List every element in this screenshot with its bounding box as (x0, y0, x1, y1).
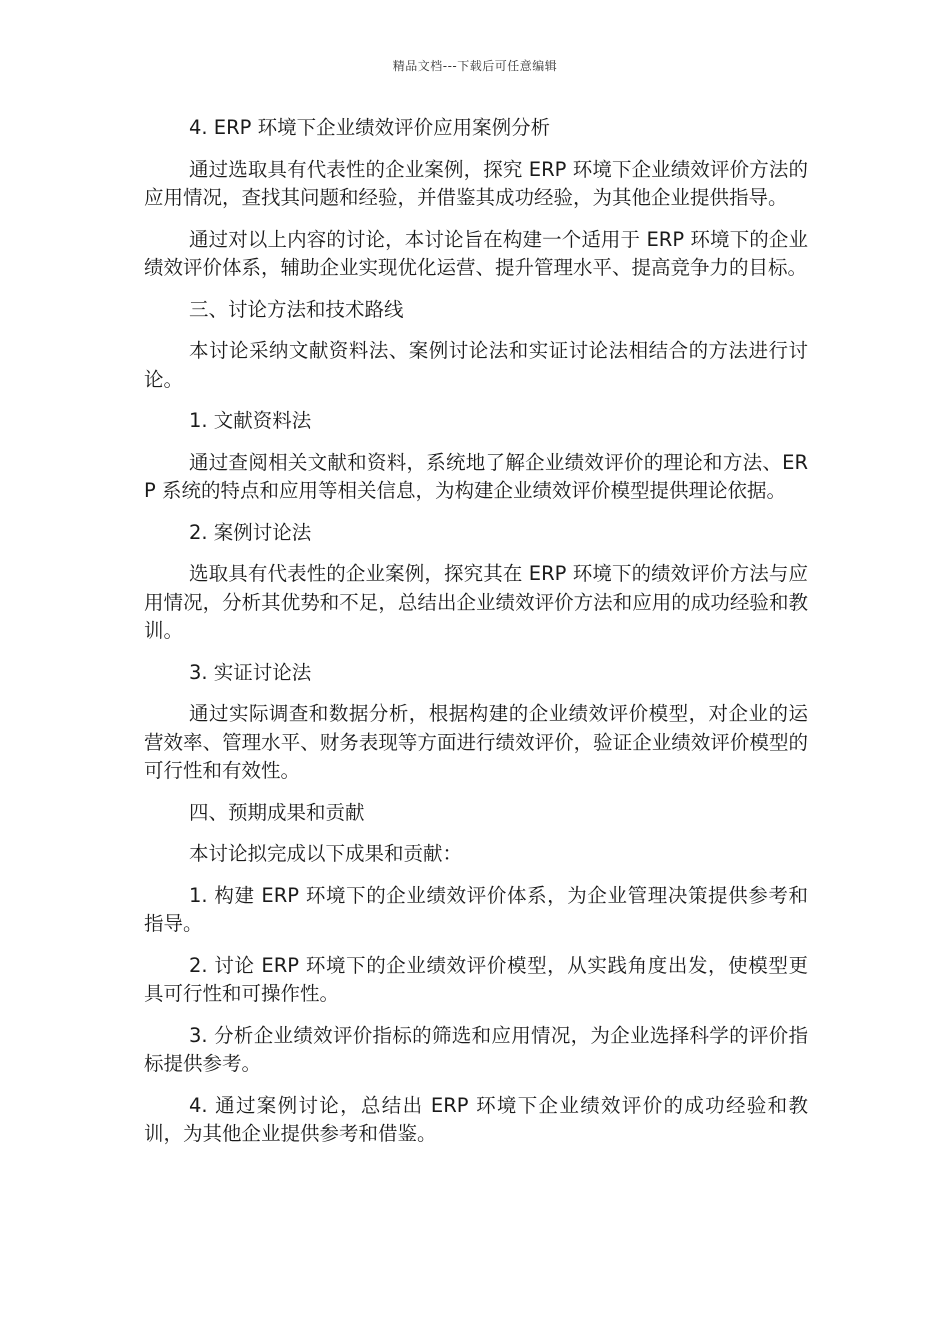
subheading-case-method: 2. 案例讨论法 (189, 520, 312, 544)
paragraph: 本讨论采纳文献资料法、案例讨论法和实证讨论法相结合的方法进行讨论。 (144, 339, 808, 391)
paragraph: 通过选取具有代表性的企业案例，探究 ERP 环境下企业绩效评价方法的应用情况，查找其问题和经验，并借鉴其成功经验，为其他企业提供指导。 (144, 157, 808, 209)
subheading-empirical-method: 3. 实证讨论法 (189, 660, 312, 684)
subheading-literature-method: 1. 文献资料法 (189, 409, 312, 432)
section-heading-case-analysis: 4. ERP 环境下企业绩效评价应用案例分析 (189, 116, 551, 139)
paragraph: 通过对以上内容的讨论，本讨论旨在构建一个适用于 ERP 环境下的企业绩效评价体系，辅助企业实现优化运营、提升管理水平、提高竞争力的目标。 (144, 227, 808, 279)
paragraph: 选取具有代表性的企业案例，探究其在 ERP 环境下的绩效评价方法与应用情况，分析其优势和不足，总结出企业绩效评价方法和应用的成功经验和教训。 (144, 562, 808, 642)
list-item: 3. 分析企业绩效评价指标的筛选和应用情况，为企业选择科学的评价指标提供参考。 (144, 1023, 808, 1075)
paragraph: 通过查阅相关文献和资料，系统地了解企业绩效评价的理论和方法、ERP 系统的特点和应用等相关信息，为构建企业绩效评价模型提供理论依据。 (144, 450, 808, 502)
list-item: 1. 构建 ERP 环境下的企业绩效评价体系，为企业管理决策提供参考和指导。 (144, 883, 808, 935)
list-item: 2. 讨论 ERP 环境下的企业绩效评价模型，从实践角度出发，使模型更具可行性和可操作性。 (144, 953, 808, 1005)
paragraph: 本讨论拟完成以下成果和贡献： (189, 842, 463, 865)
list-item: 4. 通过案例讨论，总结出 ERP 环境下企业绩效评价的成功经验和教训，为其他企业提供参考和借鉴。 (144, 1093, 808, 1145)
section-heading-expected-results: 四、预期成果和贡献 (189, 800, 365, 824)
section-heading-methods: 三、讨论方法和技术路线 (189, 297, 404, 321)
document-body (144, 114, 808, 1162)
paragraph: 通过实际调查和数据分析，根据构建的企业绩效评价模型，对企业的运营效率、管理水平、财务表现等方面进行绩效评价，验证企业绩效评价模型的可行性和有效性。 (144, 702, 808, 782)
page-header: 精品文档---下载后可任意编辑 (392, 59, 558, 73)
